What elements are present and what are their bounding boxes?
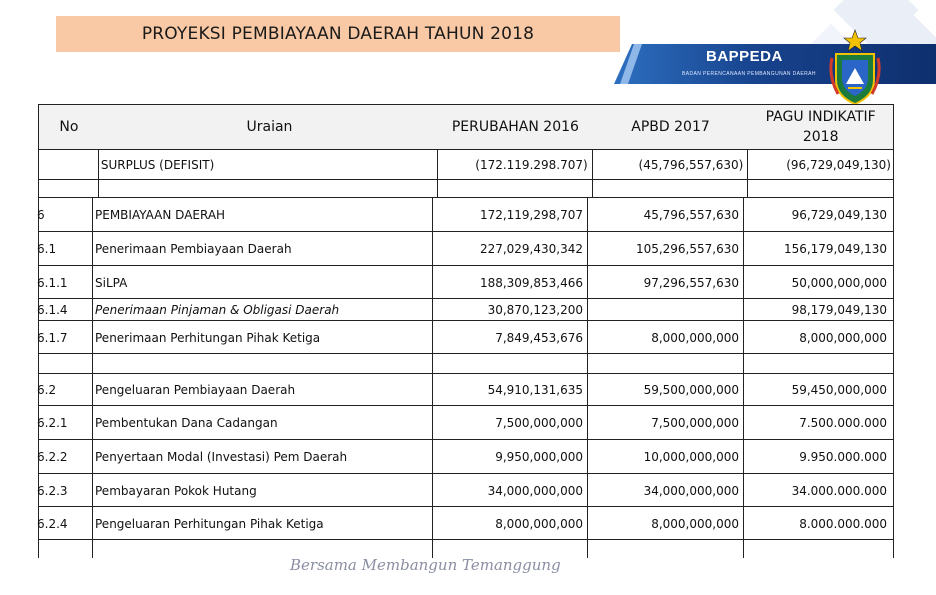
header-no: No xyxy=(59,119,79,135)
row-no: 6.2.2 xyxy=(33,440,93,474)
row-apbd-2017: (45,796,557,630) xyxy=(593,150,749,180)
row-no: 6.2.4 xyxy=(33,507,93,540)
row-pagu-2018: 156,179,049,130 xyxy=(783,242,887,256)
row-perubahan-2016: 8,000,000,000 xyxy=(433,507,588,540)
table-row xyxy=(39,265,893,299)
table-row xyxy=(39,320,893,354)
bappeda-banner xyxy=(614,44,936,84)
row-uraian: SURPLUS (DEFISIT) xyxy=(99,150,438,180)
table-row xyxy=(39,298,893,321)
table-row xyxy=(39,149,893,180)
row-apbd-2017 xyxy=(588,354,744,374)
row-pagu-2018: 34.000.000.000 xyxy=(791,483,887,498)
row-apbd-2017: 8,000,000,000 xyxy=(588,321,744,354)
row-no: 6.2 xyxy=(33,374,93,406)
row-no xyxy=(39,180,99,198)
footer-slogan: Bersama Membangun Temanggung xyxy=(290,556,561,574)
row-pagu-2018: 50,000,000,000 xyxy=(791,275,887,290)
row-no: 6.1.4 xyxy=(33,299,93,321)
row-pagu-2018: 59,450,000,000 xyxy=(791,383,887,397)
header-perubahan-2016: PERUBAHAN 2016 xyxy=(451,119,579,135)
row-apbd-2017: 45,796,557,630 xyxy=(588,198,744,232)
row-uraian: Pengeluaran Perhitungan Pihak Ketiga xyxy=(93,507,433,540)
row-perubahan-2016: 7,500,000,000 xyxy=(433,406,588,440)
row-perubahan-2016: 34,000,000,000 xyxy=(433,474,588,507)
row-uraian: Penyertaan Modal (Investasi) Pem Daerah xyxy=(93,440,433,474)
row-apbd-2017: 105,296,557,630 xyxy=(588,232,744,266)
row-perubahan-2016: 7,849,453,676 xyxy=(433,321,588,354)
regency-emblem-icon xyxy=(828,28,882,108)
row-pagu-2018: (96,729,049,130) xyxy=(786,158,891,172)
row-uraian: Pembentukan Dana Cadangan xyxy=(93,406,433,440)
table-row xyxy=(39,197,893,232)
row-pagu-2018 xyxy=(744,354,889,374)
row-uraian: Penerimaan Pinjaman & Obligasi Daerah xyxy=(93,299,433,321)
row-no: 6.1.1 xyxy=(33,266,93,299)
row-perubahan-2016: (172.119.298.707) xyxy=(438,150,593,180)
financing-table xyxy=(38,104,894,558)
row-no: 6.1 xyxy=(33,232,93,266)
row-uraian xyxy=(99,180,438,198)
row-apbd-2017 xyxy=(588,299,744,321)
row-apbd-2017: 10,000,000,000 xyxy=(588,440,744,474)
row-no xyxy=(33,354,93,374)
row-apbd-2017: 59,500,000,000 xyxy=(588,374,744,406)
row-pagu-2018: 8.000.000.000 xyxy=(799,516,887,531)
row-pagu-2018 xyxy=(744,540,889,558)
bappeda-logo-text: BAPPEDA xyxy=(706,48,783,65)
row-perubahan-2016 xyxy=(438,180,593,198)
table-row xyxy=(39,353,893,374)
row-perubahan-2016: 227,029,430,342 xyxy=(433,232,588,266)
row-perubahan-2016: 9,950,000,000 xyxy=(433,440,588,474)
row-no: 6.2.1 xyxy=(33,406,93,440)
row-uraian: Penerimaan Pembiayaan Daerah xyxy=(93,232,433,266)
row-uraian: Penerimaan Perhitungan Pihak Ketiga xyxy=(93,321,433,354)
table-row xyxy=(39,179,893,198)
bappeda-logo-subtitle: BADAN PERENCANAAN PEMBANGUNAN DAERAH xyxy=(682,71,816,77)
row-apbd-2017 xyxy=(588,540,744,558)
row-no xyxy=(39,150,99,180)
header-pagu-2018: PAGU INDIKATIF 2018 xyxy=(765,109,876,145)
row-apbd-2017 xyxy=(593,180,749,198)
row-no: 6 xyxy=(33,198,93,232)
row-no xyxy=(33,540,93,558)
row-uraian xyxy=(93,354,433,374)
row-pagu-2018: 7.500.000.000 xyxy=(799,416,887,430)
table-header xyxy=(39,105,893,149)
page-title: PROYEKSI PEMBIAYAAN DAERAH TAHUN 2018 xyxy=(56,16,620,52)
row-uraian: PEMBIAYAAN DAERAH xyxy=(93,198,433,232)
table-row xyxy=(39,373,893,406)
table-row xyxy=(39,439,893,474)
row-perubahan-2016: 188,309,853,466 xyxy=(433,266,588,299)
row-apbd-2017: 34,000,000,000 xyxy=(588,474,744,507)
row-no: 6.2.3 xyxy=(33,474,93,507)
row-uraian: SiLPA xyxy=(93,266,433,299)
table-row xyxy=(39,405,893,440)
row-pagu-2018: 8,000,000,000 xyxy=(799,330,887,345)
table-row xyxy=(39,506,893,540)
row-pagu-2018: 96,729,049,130 xyxy=(791,208,887,222)
row-perubahan-2016: 172,119,298,707 xyxy=(433,198,588,232)
row-perubahan-2016: 30,870,123,200 xyxy=(433,299,588,321)
row-uraian: Pengeluaran Pembiayaan Daerah xyxy=(93,374,433,406)
row-pagu-2018: 9.950.000.000 xyxy=(799,450,887,464)
table-row xyxy=(39,231,893,266)
row-perubahan-2016: 54,910,131,635 xyxy=(433,374,588,406)
row-apbd-2017: 97,296,557,630 xyxy=(588,266,744,299)
row-pagu-2018: 98,179,049,130 xyxy=(791,303,887,317)
row-apbd-2017: 7,500,000,000 xyxy=(588,406,744,440)
row-no: 6.1.7 xyxy=(33,321,93,354)
table-row xyxy=(39,473,893,507)
header-apbd-2017: APBD 2017 xyxy=(631,119,710,135)
row-pagu-2018 xyxy=(748,180,893,198)
row-perubahan-2016 xyxy=(433,354,588,374)
row-apbd-2017: 8,000,000,000 xyxy=(588,507,744,540)
row-uraian: Pembayaran Pokok Hutang xyxy=(93,474,433,507)
header-uraian: Uraian xyxy=(246,119,293,135)
